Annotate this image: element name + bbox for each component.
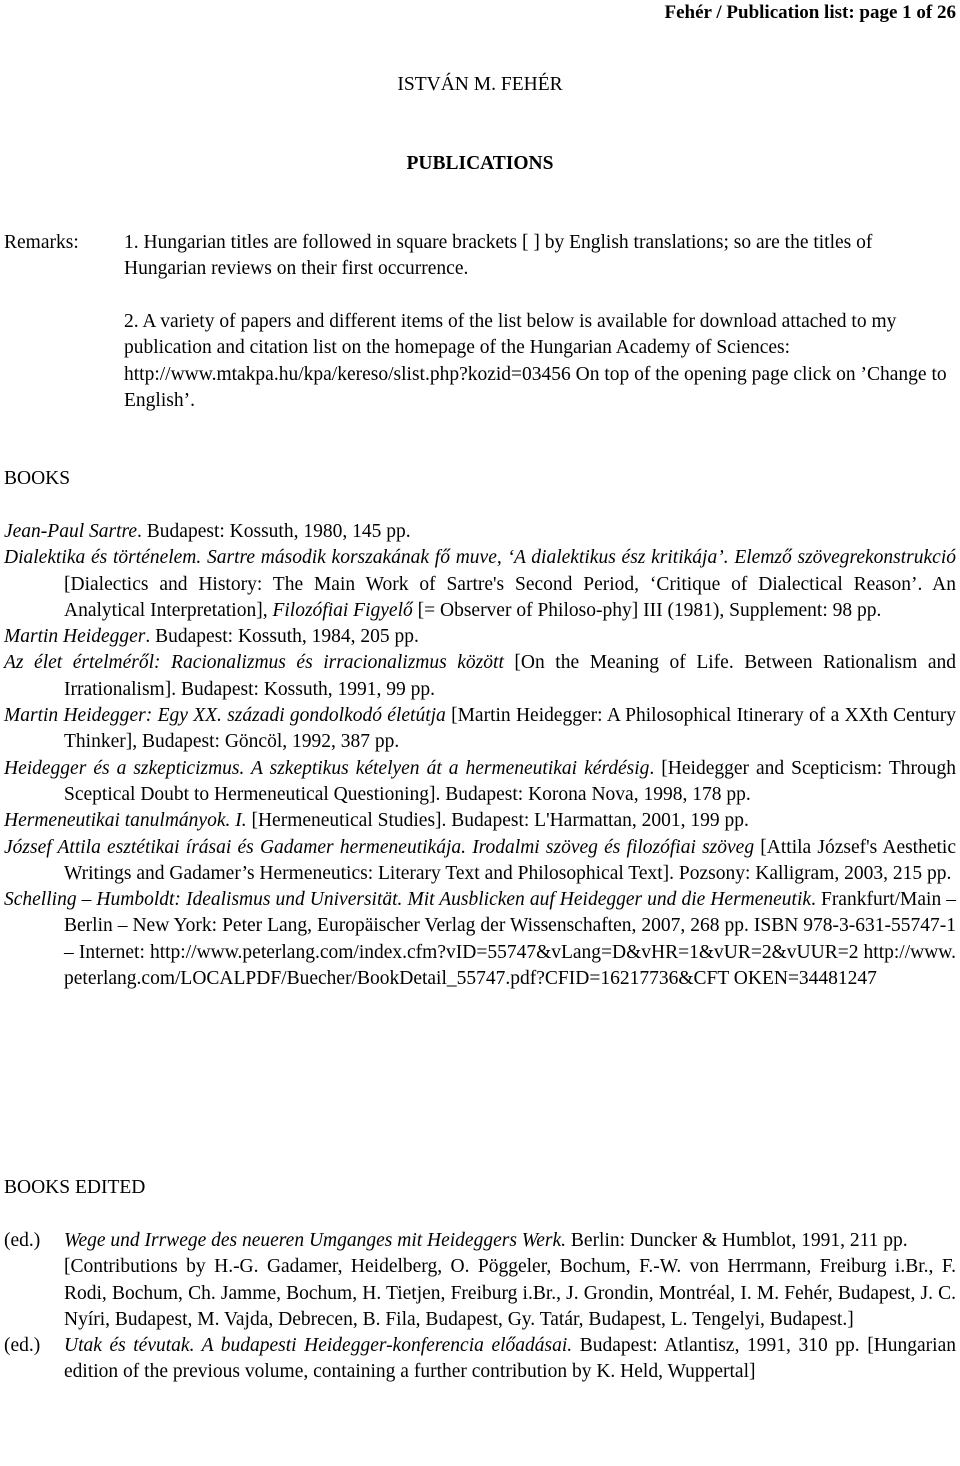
book-title: Jean-Paul Sartre xyxy=(4,521,138,542)
book-details: [Martin Heidegger: A Philosophical Itinerary of a XXth Century Thinker], Budapest: Göncöl, 1992, 387 pp. xyxy=(64,705,957,753)
publications-title: PUBLICATIONS xyxy=(406,153,554,174)
contributors-note: [Contributions by H.-G. Gadamer, Heidelberg, O. Pöggeler, Bochum, F.-W. von Herrmann, Freiburg i.Br., F. Rodi, Bochum, Ch. Jamme, Bochum, H. Tietjen, Freiburg i.Br., J. Grondin, Montréal, I. M. Fehér, Budapest, J. C. Nyíri, Budapest, M. Vajda, Debrecen, B. Fila, Budapest, Gy. Tatár, Budapest, L. Tengelyi, Budapest.] xyxy=(64,1256,956,1330)
book-title: Az élet értelméről: Racionalizmus és irracionalizmus között xyxy=(4,652,504,674)
books-heading: BOOKS xyxy=(4,468,71,489)
book-title: József Attila esztétikai írásai és Gadamer hermeneutikája. Irodalmi szöveg és filozófiai szöveg xyxy=(4,836,755,858)
book-details: [Hermeneutical Studies]. Budapest: L'Harmattan, 2001, 199 pp. xyxy=(246,810,749,832)
book-details: [Attila József's Aesthetic Writings and Gadamer’s Hermeneutics: Literary Text and Philosophical Text]. Pozsony: Kalligram, 2003, 215 pp. xyxy=(64,836,956,884)
editor-label: (ed.) xyxy=(4,1230,41,1251)
edited-entry xyxy=(4,1333,956,1386)
homepage-link[interactable]: http://www.mtakpa.hu/kpa/kereso/slist.php?kozid=03456 xyxy=(124,363,571,385)
journal-title: Filozófiai Figyelő xyxy=(272,599,413,621)
remark-item-1: 1. Hungarian titles are followed in square brackets [ ] by English translations; so are the titles of Hungarian reviews on their first occurrence. xyxy=(124,232,873,280)
book-entry xyxy=(4,545,956,624)
remark-item-2-after: On top of the opening page click on ’Change to English’. xyxy=(124,363,947,411)
books-edited-heading: BOOKS EDITED xyxy=(4,1177,146,1198)
book-details: . Budapest: Kossuth, 1984, 205 pp. xyxy=(145,626,419,648)
book-title: Martin Heidegger: Egy XX. századi gondolkodó életútja xyxy=(4,705,446,727)
edited-entry-body xyxy=(64,1333,956,1386)
book-entry xyxy=(4,835,956,888)
book-title: Martin Heidegger xyxy=(4,626,146,648)
book-details: . [Heidegger and Scepticism: Through Sceptical Doubt to Hermeneutical Questioning]. Budapest: Korona Nova, 1998, 178 pp. xyxy=(64,757,956,805)
edited-details: Budapest: Atlantisz, 1991, 310 pp. [Hungarian edition of the previous volume, containing a further contribution by K. Held, Wuppertal] xyxy=(64,1335,956,1383)
book-details: . Budapest: Kossuth, 1980, 145 pp. xyxy=(137,521,411,542)
edited-entry-body xyxy=(64,1228,956,1333)
book-entry xyxy=(4,650,956,703)
remark-item-2 xyxy=(124,309,956,414)
book-entry xyxy=(4,519,956,545)
books-list xyxy=(4,519,956,992)
edited-details: Berlin: Duncker & Humblot, 1991, 211 pp. xyxy=(566,1230,908,1251)
book-details: [On the Meaning of Life. Between Rationalism and Irrationalism]. Budapest: Kossuth, 1991, 99 pp. xyxy=(64,652,956,700)
book-entry xyxy=(4,808,956,834)
book-title: Heidegger és a szkepticizmus. A szkeptikus kételyen át a hermeneutikai kérdésig xyxy=(4,757,650,779)
author-name: ISTVÁN M. FEHÉR xyxy=(397,74,563,95)
book-entry xyxy=(4,624,956,650)
book-details: [= Observer of Philoso-phy] III (1981), Supplement: 98 pp. xyxy=(412,599,882,621)
books-edited-list xyxy=(4,1228,956,1386)
book-entry xyxy=(4,756,956,809)
remarks-label: Remarks: xyxy=(4,232,79,253)
editor-label: (ed.) xyxy=(4,1335,41,1357)
book-details: [Dialectics and History: The Main Work of Sartre's Second Period, ‘Critique of Dialectical Reason’. An Analytical Interpretation], xyxy=(64,573,956,621)
book-title: Dialektika és történelem. Sartre második korszakának fő muve, ‘A dialektikus ész kritikája’. Elemző szövegrekonstrukció xyxy=(4,547,956,569)
page-header: Fehér / Publication list: page 1 of 26 xyxy=(664,2,956,23)
book-title: Schelling – Humboldt: Idealismus und Universität. Mit Ausblicken auf Heidegger und die Hermeneutik xyxy=(4,889,812,911)
edited-title: Wege und Irrwege des neueren Umganges mit Heideggers Werk. xyxy=(64,1230,567,1251)
edited-entry xyxy=(4,1228,956,1333)
remark-item-2-text: 2. A variety of papers and different items of the list below is available for download attached to my publication and citation list on the homepage of the Hungarian Academy of Sciences: xyxy=(124,311,897,359)
book-entry xyxy=(4,703,956,756)
book-title: Hermeneutikai tanulmányok. I. xyxy=(4,810,247,832)
edited-title: Utak és tévutak. A budapesti Heidegger-konferencia előadásai. xyxy=(64,1335,573,1357)
book-entry xyxy=(4,887,956,992)
book-details: . Frankfurt/Main – Berlin – New York: Peter Lang, Europäischer Verlag der Wissenschaften, 2007, 268 pp. ISBN 978-3-631-55747-1 – Internet: http://www.peterlang.com/index.cfm?vID=55747&vLang=D&vHR=1&vUR=2&vUUR=2 http://www.peterlang.com/LOCALPDF/Buecher/BookDetail_55747.pdf?CFID=16217736&CFT OKEN=34481247 xyxy=(64,889,956,990)
